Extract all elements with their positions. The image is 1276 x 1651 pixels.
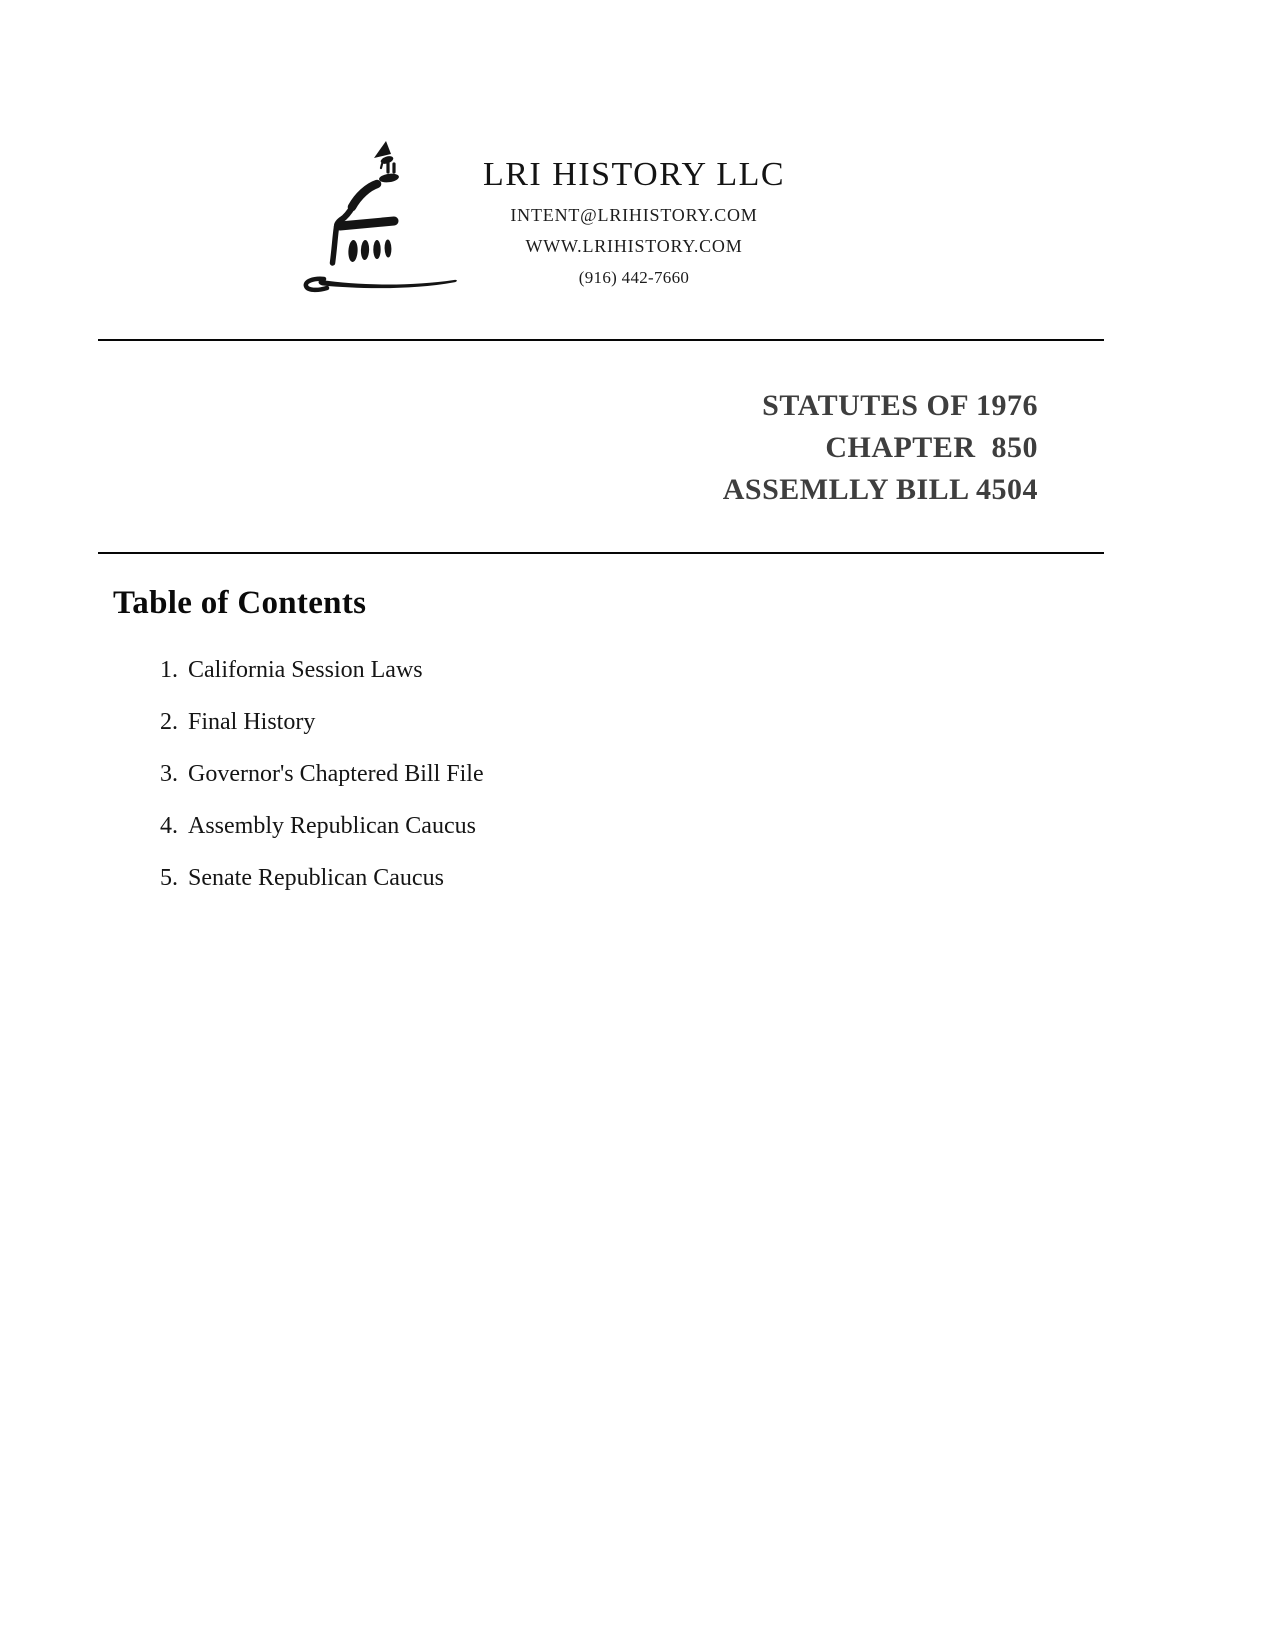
- table-of-contents: [113, 584, 484, 915]
- company-phone: (916) 442-7660: [578, 268, 690, 287]
- toc-item: [113, 863, 484, 893]
- toc-item: [113, 811, 484, 841]
- flag-icon: [374, 141, 391, 158]
- statutes-year-line: STATUTES OF 1976: [762, 389, 1038, 422]
- toc-item: [113, 759, 484, 789]
- letterhead: [483, 155, 785, 293]
- toc-item-label: California Session Laws: [188, 657, 423, 683]
- toc-item-label: Final History: [188, 709, 316, 735]
- document-heading: [723, 385, 1038, 511]
- horizontal-rule-top: [98, 339, 1104, 341]
- toc-item-number: 3.: [160, 761, 178, 787]
- capitol-dome-logo-icon: [298, 130, 460, 294]
- company-email: INTENT@LRIHISTORY.COM: [510, 205, 758, 225]
- toc-title: Table of Contents: [113, 585, 367, 621]
- toc-item-number: 5.: [160, 865, 178, 891]
- company-name: LRI HISTORY LLC: [482, 156, 786, 193]
- toc-item-label: Senate Republican Caucus: [188, 865, 444, 891]
- toc-item-number: 1.: [160, 657, 178, 683]
- toc-list: [113, 655, 484, 893]
- toc-item-number: 2.: [160, 709, 178, 735]
- company-website: WWW.LRIHISTORY.COM: [525, 236, 743, 256]
- toc-item-label: Governor's Chaptered Bill File: [188, 761, 484, 787]
- toc-item: [113, 655, 484, 685]
- chapter-line: CHAPTER 850: [825, 431, 1038, 464]
- toc-item-label: Assembly Republican Caucus: [188, 813, 476, 839]
- horizontal-rule-bottom: [98, 552, 1104, 554]
- toc-item-number: 4.: [160, 813, 178, 839]
- assembly-bill-line: ASSEMLLY BILL 4504: [722, 473, 1038, 506]
- toc-item: [113, 707, 484, 737]
